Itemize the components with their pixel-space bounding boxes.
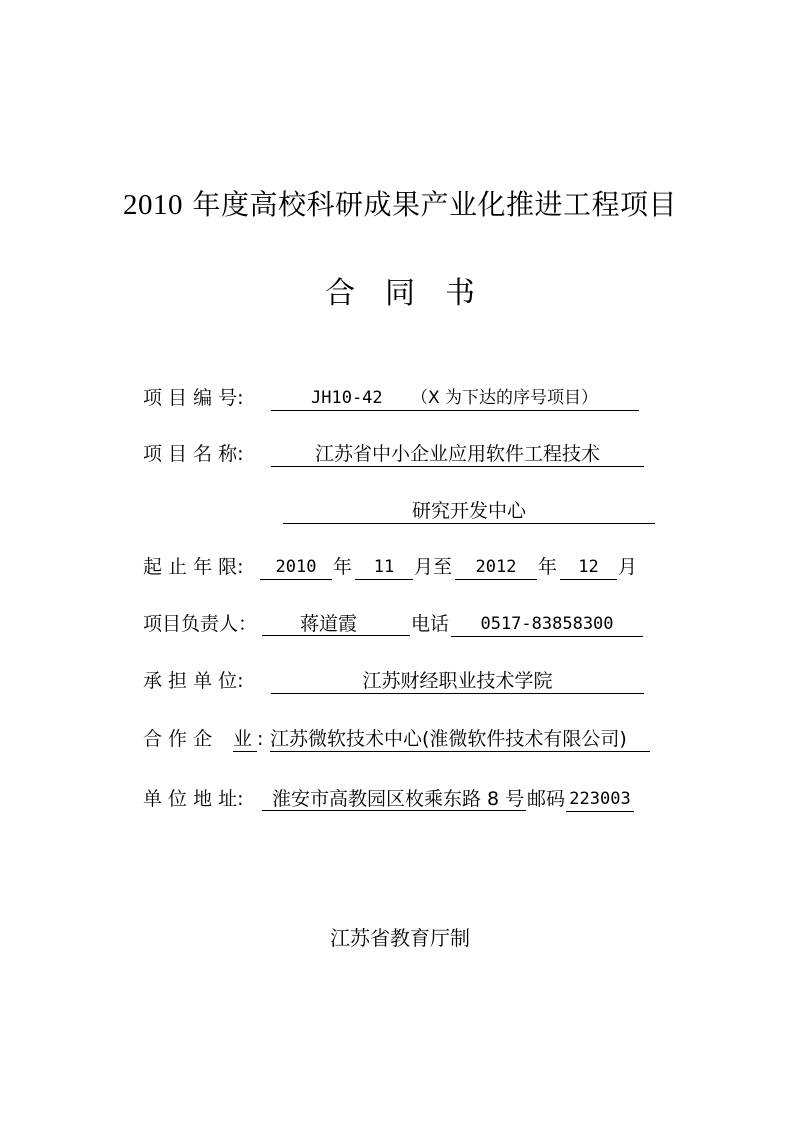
partner-colon: : xyxy=(257,728,264,750)
phone-label: 电话 xyxy=(411,613,450,635)
document-title xyxy=(0,183,800,223)
end-year: 2012 xyxy=(455,555,537,580)
document-subtitle: 合同书 xyxy=(325,276,505,311)
undertaker-label: 承 担 单 位: xyxy=(143,670,244,692)
end-month: 12 xyxy=(560,555,617,580)
start-month: 11 xyxy=(355,555,413,580)
project-number-label: 项 目 编 号: xyxy=(143,387,244,409)
start-year-unit: 年 xyxy=(333,556,353,578)
partner-label-end: 业 xyxy=(233,727,257,752)
end-month-unit: 月 xyxy=(618,556,638,578)
project-name-line1: 江苏省中小企业应用软件工程技术 xyxy=(271,442,644,467)
project-number-note: （X 为下达的序号项目） xyxy=(411,388,599,408)
partner-label: 合 作 企 xyxy=(143,728,213,750)
project-name-line2: 研究开发中心 xyxy=(283,499,655,524)
project-number-value: JH10-42 xyxy=(311,388,383,408)
project-number-field xyxy=(271,386,639,411)
leader-label: 项目负责人： xyxy=(143,613,258,635)
partner-value: 江苏微软技术中心(淮微软件技术有限公司) xyxy=(270,727,650,752)
undertaker-value: 江苏财经职业技术学院 xyxy=(271,669,644,694)
issuer-footer: 江苏省教育厅制 xyxy=(330,926,470,950)
start-year: 2010 xyxy=(260,555,332,580)
period-label: 起 止 年 限: xyxy=(143,556,244,578)
address-value: 淮安市高教园区枚乘东路 8 号 xyxy=(262,787,526,811)
address-label: 单 位 地 址: xyxy=(143,788,244,810)
title-text: 年度高校科研成果产业化推进工程项目 xyxy=(192,188,677,221)
month-to-text: 月至 xyxy=(414,556,453,578)
postcode-value: 223003 xyxy=(566,787,634,812)
title-year: 2010 xyxy=(123,189,184,221)
leader-name: 蒋道霞 xyxy=(262,612,410,636)
postcode-label: 邮码 xyxy=(527,788,566,810)
project-name-label: 项 目 名 称: xyxy=(143,443,244,465)
phone-number: 0517-83858300 xyxy=(451,612,643,637)
end-year-unit: 年 xyxy=(538,556,558,578)
